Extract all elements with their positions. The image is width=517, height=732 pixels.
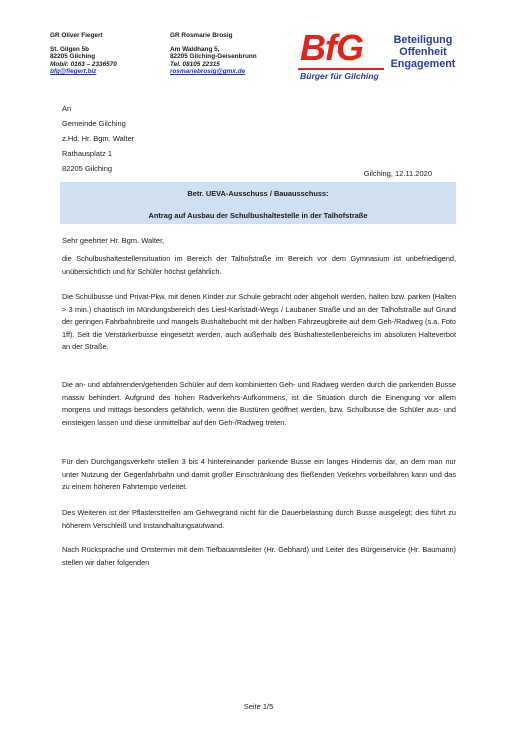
salutation: Sehr geehrter Hr. Bgm. Walter, [62, 236, 165, 245]
sender-phone: Tel. 08105 22315 [170, 60, 220, 68]
logo-slogan-line1: Beteiligung [393, 34, 453, 46]
logo-slogan-line3: Engagement [390, 58, 456, 70]
sender-street: Am Waldhang 5, [170, 45, 220, 53]
sender-block-brosig [170, 32, 257, 76]
address-line: Gemeinde Gilching [62, 119, 126, 128]
bfg-logo [298, 27, 458, 82]
letter-date: Gilching, 12.11.2020 [363, 169, 432, 178]
subject-line-2: Antrag auf Ausbau der Schulbushaltestelle in der Talhofstraße [148, 211, 368, 220]
subject-line-1: Betr. UEVA-Ausschuss / Bauausschuss: [187, 189, 329, 198]
sender-phone: Mobil: 0163 – 2336570 [50, 60, 117, 68]
paragraph-5: Des Weiteren ist der Pflasterstreifen am Gehwegrand nicht für die Dauerbelastung durch Busse ausgelegt; dies führt zu höherem Verschleiß und Instandhaltungsaufwand. [62, 508, 456, 530]
paragraph-4: Für den Durchgangsverkehr stellen 3 bis 4 hintereinander parkende Busse ein langes Hindernis dar, an dem man nur unter Nutzung der Gegenfahrbahn und damit großer Einschränkung des fließenden Verkehrs vorbeifahren kann und das zu einem höheren Fahrtempo verleitet. [62, 457, 456, 492]
sender-block-fiegert [50, 32, 117, 76]
sender-city: 82205 Gilching [50, 53, 96, 61]
subject-box [60, 182, 456, 224]
recipient-address [62, 101, 134, 176]
address-line: An [62, 104, 72, 113]
paragraph-3: Die an- und abfahrenden/gehenden Schüler auf dem kombinierten Geh- und Radweg werden durch die parkenden Busse massiv behindert. Aufgrund des hohen Radverkehrs-Aufkommens, ist die Situation durch die Einengung vor allem morgens und mittags besonders gefährlich, wenn die Bustüren geöffnet werden, bzw. Schulbusse die Schüler aus- und einsteigen lassen und diese unmittelbar auf den Geh-/Radweg treten. [62, 380, 456, 427]
sender-email-link[interactable]: bfg@fiegert.biz [50, 68, 97, 76]
logo-mark: BfG [300, 27, 363, 68]
logo-underline [298, 68, 384, 70]
address-line: Rathausplatz 1 [62, 149, 113, 158]
sender-name: GR Oliver Fiegert [50, 32, 103, 39]
sender-email-link[interactable]: rosmariebrosig@gmx.de [170, 68, 246, 76]
logo-slogan [388, 34, 458, 70]
logo-subline: Bürger für Gilching [300, 71, 379, 81]
paragraph-1: die Schulbushaltestellensituation im Bereich der Talhofstraße im Bereich vor dem Gymnasium ist unbefriedigend, unübersichtlich und für Schüler höchst gefährlich. [62, 254, 456, 276]
paragraph-2: Die Schulbusse und Privat-Pkw, mit denen Kinder zur Schule gebracht oder abgeholt werden, halten bzw. parken (Halten > 3 min.) chaotisch im Mündungsbereich des Liesl-Karlstadt-Wegs / Laubaner Straße und an der Talhofstraße auf Grund der geringen Fahrbahnbreite und mangels Bushaltebucht mit der halben Fahrzeugbreite auf dem Geh-/Radweg (s.a. Foto 1ff). Seit die Verstärkerbusse eingesetzt werden, auch außerhalb des Bushaltestellenbereichs im absoluten Halteverbot an der Straße. [62, 292, 456, 352]
logo-slogan-line2: Offenheit [399, 46, 447, 58]
page-number: Seite 1/5 [243, 702, 274, 711]
address-line: z.Hd. Hr. Bgm. Walter [62, 134, 135, 143]
sender-name: GR Rosmarie Brosig [170, 32, 233, 39]
sender-street: St. Gilgen 5b [50, 45, 90, 53]
address-line: 82205 Gilching [62, 164, 113, 173]
sender-city: 82205 Gilching-Geisenbrunn [170, 53, 257, 61]
paragraph-6: Nach Rücksprache und Ortstermin mit dem Tiefbauamtsleiter (Hr. Gebhard) und Leiter des Bürgerservice (Hr. Baumann) stellen wir daher folgenden [62, 545, 456, 567]
